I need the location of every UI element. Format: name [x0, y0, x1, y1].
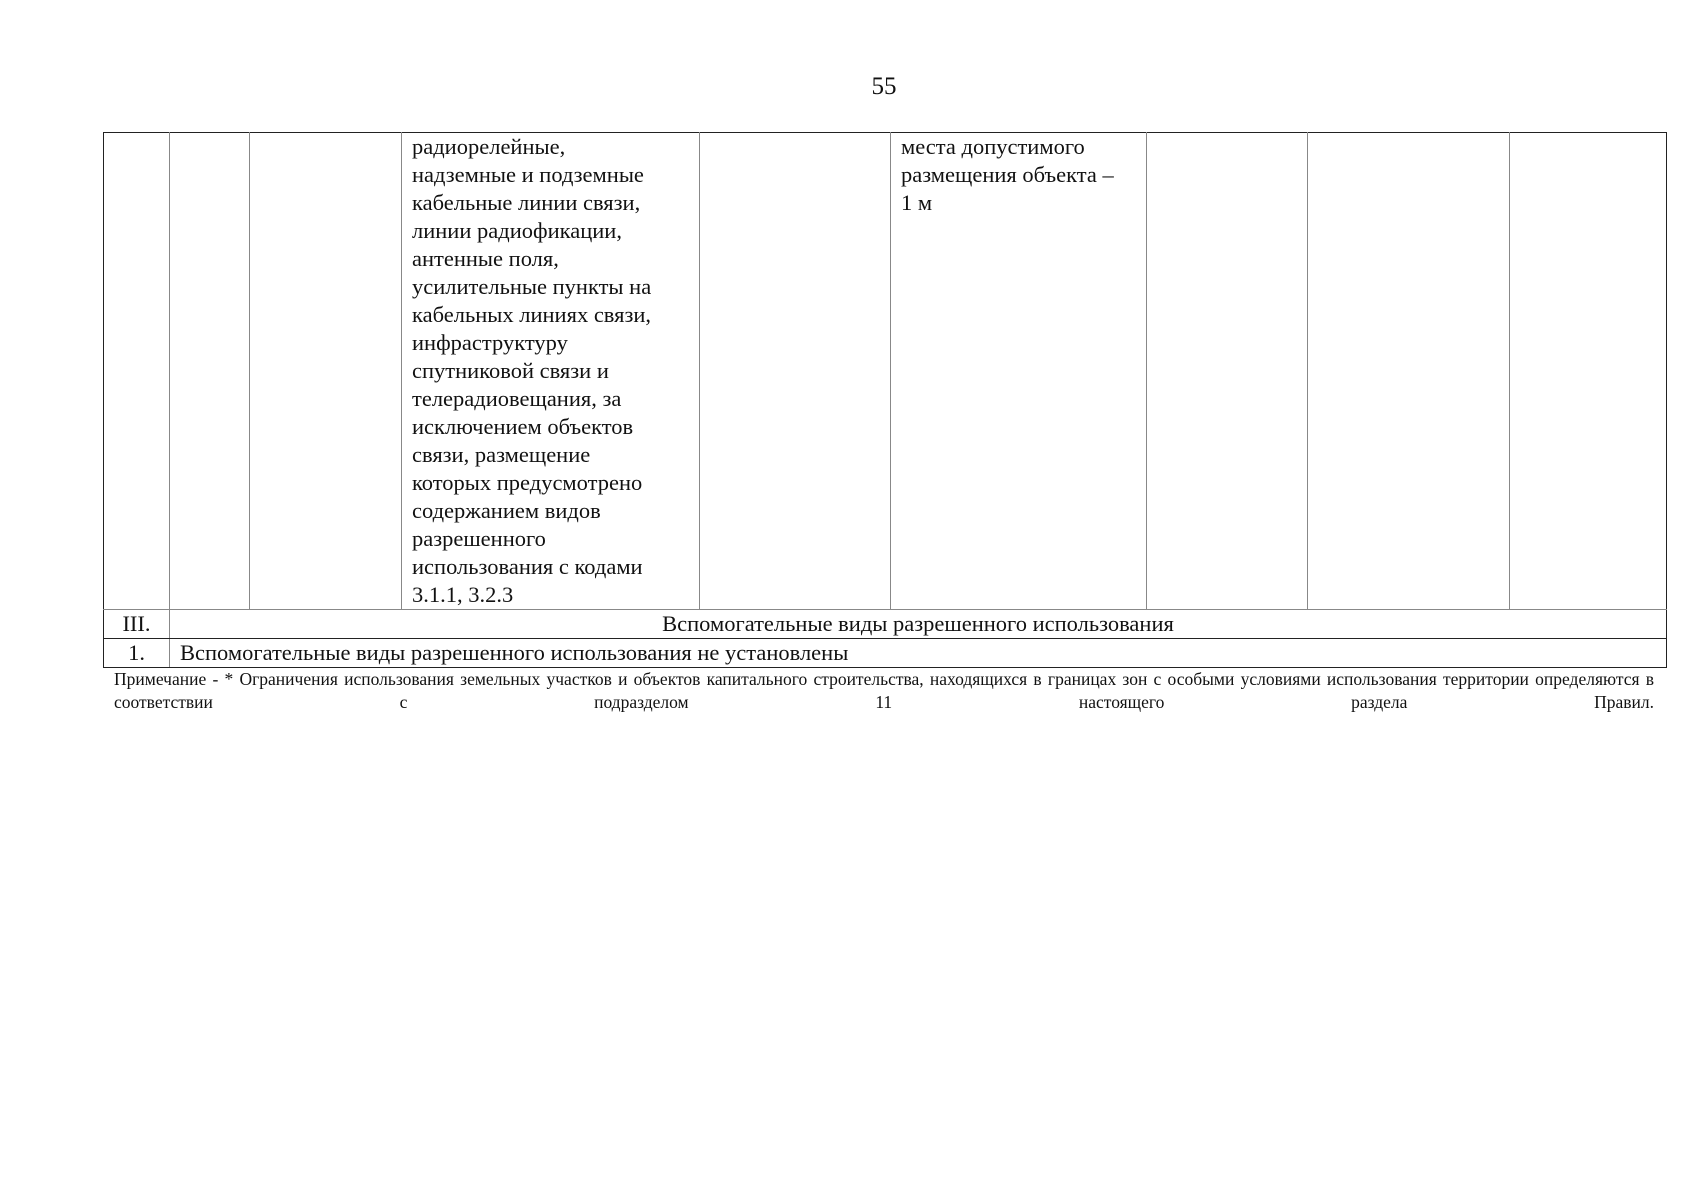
- table-cell-col7: [1147, 133, 1308, 610]
- page-number: 55: [871, 73, 897, 100]
- table-cell-description: [402, 133, 700, 610]
- table-cell-col3: [250, 133, 402, 610]
- item-text: Вспомогательные виды разрешенного использования не установлены: [170, 639, 1667, 668]
- table-row-continuation: [104, 133, 1667, 610]
- regulations-table: [103, 132, 1667, 668]
- table-cell-col2: [170, 133, 250, 610]
- table-cell-parameters: [891, 133, 1147, 610]
- item-number: 1.: [104, 639, 170, 668]
- table-cell-col5: [700, 133, 891, 610]
- table-row-section: [104, 610, 1667, 639]
- table-cell-col9: [1510, 133, 1667, 610]
- parameters-text: места допустимого размещения объекта – 1 м: [901, 134, 1114, 215]
- section-number: III.: [104, 610, 170, 639]
- table-row-item: [104, 639, 1667, 668]
- table-cell-col1: [104, 133, 170, 610]
- description-text: радиорелейные, надземные и подземные кабельные линии связи, линии радиофикации, антенные поля, усилительные пункты на кабельных линиях связи, инфраструктуру спутниковой связи и телерадиовещания, за исключением объектов связи, размещение которых предусмотрено содержанием видов разрешенного использования с кодами 3.1.1, 3.2.3: [412, 134, 652, 607]
- section-title: Вспомогательные виды разрешенного использования: [170, 610, 1667, 639]
- table-cell-col8: [1308, 133, 1510, 610]
- footnote-note: Примечание - * Ограничения использования земельных участков и объектов капитального строительства, находящихся в границах зон с особыми условиями использования территории определяются в соответствии с подразделом 11 настоящего раздела Правил.: [114, 669, 1654, 712]
